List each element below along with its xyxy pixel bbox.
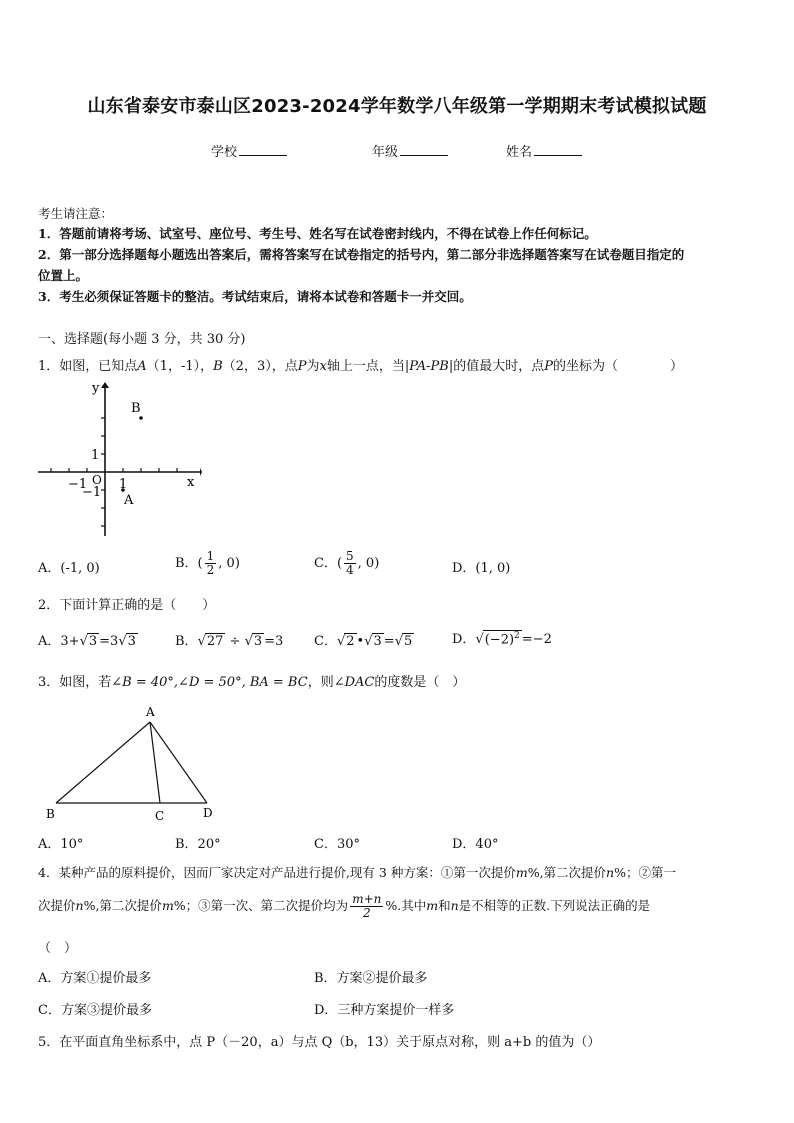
notice-heading: 考生请注意： — [38, 206, 114, 221]
notice-item: 1．答题前请将考场、试室号、座位号、考生号、姓名写在试卷密封线内，不得在试卷上作任何标记。 — [38, 226, 597, 241]
q3-option-b[interactable]: B．20° — [175, 837, 221, 852]
name-field — [506, 141, 582, 160]
q1-option-a[interactable]: A．(-1, 0) — [38, 561, 100, 576]
section-heading: 一、选择题(每小题 3 分，共 30 分) — [38, 332, 246, 347]
school-label: 学校 — [211, 145, 238, 160]
q2-option-b[interactable]: B．√27 ÷ √3 =3 — [175, 634, 284, 649]
grade-field — [372, 141, 448, 160]
q3-option-a[interactable]: A．10° — [38, 837, 84, 852]
y-axis-label: y — [92, 381, 100, 396]
grade-label: 年级 — [372, 145, 399, 160]
q2-option-d[interactable]: D．$√(-2)^2 =-2$ — [452, 630, 552, 647]
q2-option-c[interactable]: C．√2 •√3 =√5 — [314, 634, 413, 649]
y-axis-arrow — [101, 382, 109, 388]
x-axis-arrow — [200, 468, 202, 476]
q5-stem: 5．在平面直角坐标系中，点 P（－20，a）与点 Q（b，13）关于原点对称，则 a+b 的值为（） — [38, 1035, 601, 1050]
q4-line2: 次提价n%,第二次提价m%；③第一次、第二次提价均为 $\frac{m+n}{2}$ %.其中m和n是不相等的正数.下列说法正确的是 — [38, 892, 651, 920]
y-tick-label: 1 — [91, 448, 100, 463]
q4-option-a[interactable]: A．方案①提价最多 — [38, 971, 152, 986]
x-axis-label: x — [187, 475, 195, 490]
q4-option-d[interactable]: D．三种方案提价一样多 — [314, 1003, 455, 1018]
x-tick-label: −1 — [68, 477, 88, 492]
q3-triangle — [40, 700, 230, 825]
point-B — [139, 416, 143, 420]
q1-stem: 1．如图，已知点A（1，-1），B（2，3），点P为x轴上一点，当|PA-PB|的值最大时，点P的坐标为（ ） — [38, 359, 684, 374]
q1-option-b[interactable]: B．( $\frac{1}{2}$ , 0) — [175, 549, 240, 577]
name-blank[interactable] — [534, 143, 582, 156]
q4-line3: （ ） — [38, 941, 78, 956]
q1-graph — [30, 378, 210, 540]
name-label: 姓名 — [506, 145, 533, 160]
point-A-label: A — [124, 493, 134, 508]
origin-label: O — [92, 473, 102, 487]
q4-line1: 4．某种产品的原料提价，因而厂家决定对产品进行提价,现有 3 种方案：①第一次提价m%,第二次提价n%；②第一 — [38, 865, 676, 880]
q2-stem: 2．下面计算正确的是（ ） — [38, 598, 216, 613]
vertex-C-label: C — [155, 809, 165, 823]
school-blank[interactable] — [239, 143, 287, 156]
grade-blank[interactable] — [400, 143, 448, 156]
q3-option-c[interactable]: C．30° — [314, 837, 360, 852]
q4-option-c[interactable]: C．方案③提价最多 — [38, 1003, 152, 1018]
x-tick-label: 1 — [119, 477, 128, 492]
notice-item: 2．第一部分选择题每小题选出答案后，需将答案写在试卷指定的括号内，第二部分非选择题答案写在试卷题目指定的 — [38, 247, 685, 262]
q1-option-c[interactable]: C．( $\frac{5}{4}$ , 0) — [314, 549, 380, 577]
vertex-A-label: A — [146, 705, 155, 719]
school-field — [211, 141, 287, 160]
y-tick-label: −1 — [82, 485, 102, 500]
page-title: 山东省泰安市泰山区2023-2024学年数学八年级第一学期期末考试模拟试题 — [87, 96, 707, 117]
q4-option-b[interactable]: B．方案②提价最多 — [314, 971, 428, 986]
point-B-label: B — [131, 401, 141, 416]
q1-option-d[interactable]: D．(1, 0) — [452, 561, 511, 576]
side-AB — [56, 722, 150, 803]
notice-item: 位置上。 — [38, 268, 89, 283]
notice-item: 3．考生必须保证答题卡的整洁。考试结束后，请将本试卷和答题卡一并交回。 — [38, 289, 472, 304]
q3-option-d[interactable]: D．40° — [452, 837, 499, 852]
vertex-B-label: B — [46, 807, 55, 821]
q3-stem: 3．如图，若∠B = 40°,∠D = 50°, BA = BC，则∠DAC的度数是（ ） — [38, 675, 466, 690]
vertex-D-label: D — [203, 806, 213, 820]
q2-option-a[interactable]: A．3+√3 =3√3 — [38, 634, 136, 649]
